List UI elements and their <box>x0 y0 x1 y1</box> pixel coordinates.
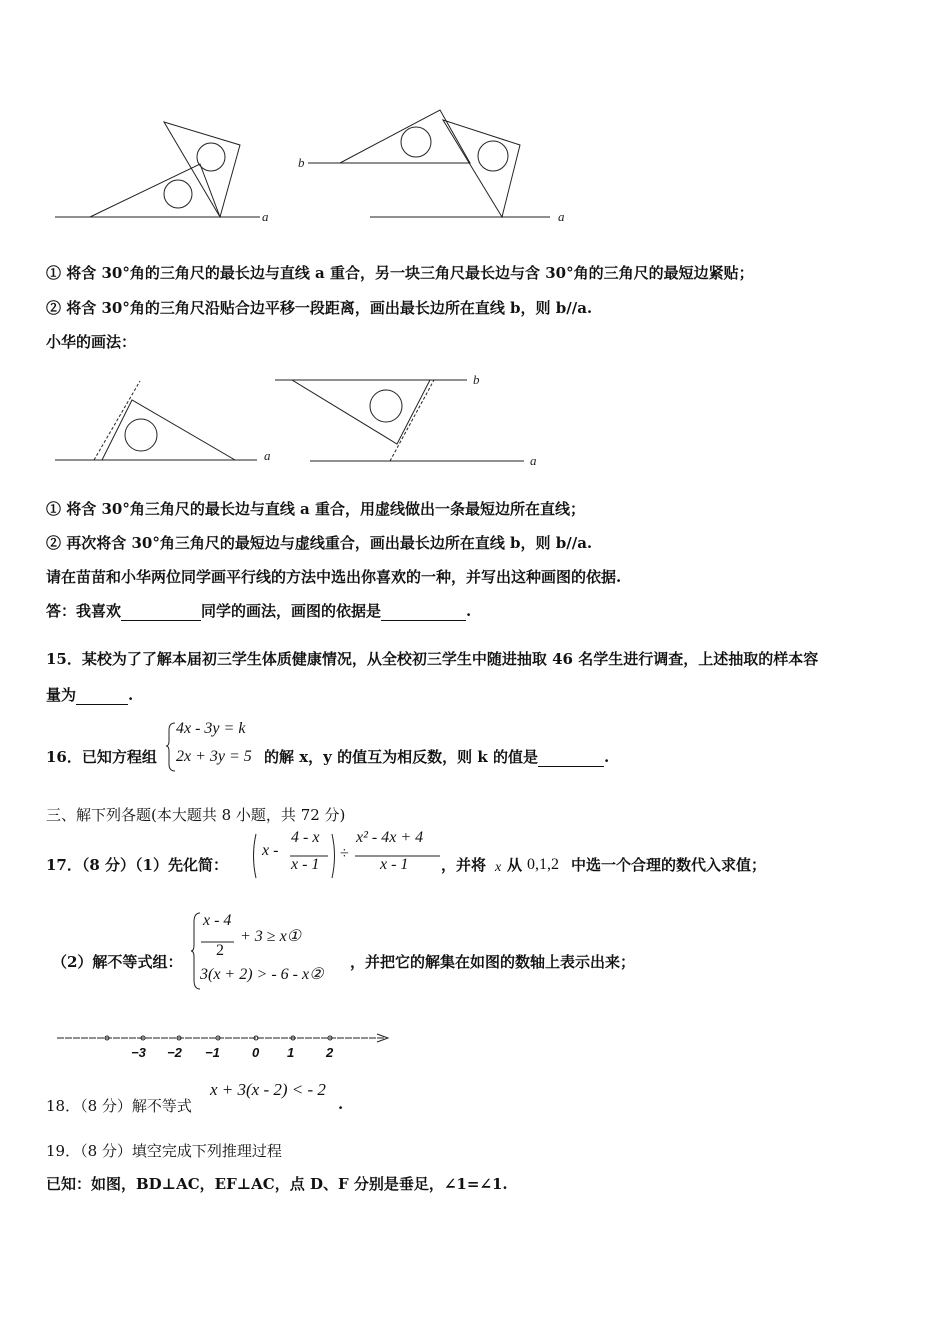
q17-frac2-num: x² - 4x + 4 <box>356 829 424 846</box>
tick-label: −3 <box>131 1045 146 1060</box>
q17-part2-prefix: （2）解不等式组： <box>52 953 183 971</box>
q16-suffix-line <box>264 746 609 767</box>
q17-var: x <box>495 860 502 875</box>
q16-prefix: 16．已知方程组 <box>46 748 157 766</box>
tick-label: 2 <box>326 1045 334 1060</box>
q17-mid: ，并将 <box>441 856 487 874</box>
miaomiao-step-2: ② 将含 30°角的三角尺沿贴合边平移一段距离，画出最长边所在直线 b，则 b//a. <box>46 299 593 317</box>
answer-line <box>46 600 471 621</box>
q17-frac1-num: 4 - x <box>291 829 320 846</box>
section-3-heading: 三、解下列各题(本大题共 8 小题，共 72 分) <box>46 806 346 824</box>
q18-prefix: 18．（8 分）解不等式 <box>46 1097 192 1115</box>
answer-middle: 同学的画法，画图的依据是 <box>201 602 382 620</box>
figure-miaomiao-right <box>295 105 585 230</box>
figure-miaomiao-left <box>50 115 290 230</box>
q17-from: 从 <box>507 856 523 874</box>
q16-eq2: 2x + 3y = 5 <box>176 748 252 765</box>
xiaohua-heading: 小华的画法： <box>46 333 137 351</box>
q15-blank[interactable] <box>76 686 128 705</box>
label-b: b <box>473 372 480 387</box>
q16-eq1: 4x - 3y = k <box>176 720 246 737</box>
label-a: a <box>262 209 269 224</box>
q17-prefix: 17．（8 分）（1）先化简： <box>46 856 228 874</box>
q19-title: 19．（8 分）填空完成下列推理过程 <box>46 1142 282 1160</box>
q18-expr: x + 3(x - 2) < - 2 <box>210 1080 326 1099</box>
q15-suffix: . <box>128 686 134 704</box>
q15-prefix: 量为 <box>46 686 77 704</box>
answer-blank-1[interactable] <box>121 602 201 621</box>
label-a: a <box>530 453 537 468</box>
q17-part2-suffix: ，并把它的解集在如图的数轴上表示出来； <box>350 953 636 971</box>
q17-ineq1-den: 2 <box>216 942 224 959</box>
q17-x-minus: x - <box>262 842 279 859</box>
answer-blank-2[interactable] <box>381 602 466 621</box>
label-a: a <box>558 209 565 224</box>
label-b: b <box>298 155 305 170</box>
q17-frac1-den: x - 1 <box>291 856 320 873</box>
q16-end: . <box>603 748 610 766</box>
q15-line-2 <box>46 684 133 705</box>
q16-blank[interactable] <box>538 748 604 767</box>
q18-suffix: . <box>338 1095 344 1113</box>
q17-ineq2: 3(x + 2) > - 6 - x② <box>200 966 324 983</box>
q19-given: 已知：如图，BD⊥AC，EF⊥AC，点 D、F 分别是垂足，∠1=∠1. <box>46 1175 508 1193</box>
tick-label: −1 <box>205 1045 220 1060</box>
figure-xiaohua-left <box>52 378 292 468</box>
answer-suffix: . <box>466 602 472 620</box>
q16-suffix: 的解 x，y 的值互为相反数，则 k 的值是 <box>264 748 538 766</box>
answer-prefix: 答：我喜欢 <box>46 602 122 620</box>
tick-label: 0 <box>252 1045 260 1060</box>
q17-div: ÷ <box>340 845 349 862</box>
number-line <box>55 1030 395 1070</box>
label-a: a <box>264 448 271 463</box>
xiaohua-step-1: ① 将含 30°角三角尺的最长边与直线 a 重合，用虚线做出一条最短边所在直线； <box>46 500 585 518</box>
q17-ineq1-num: x - 4 <box>203 912 232 929</box>
q17-set: 0,1,2 <box>527 856 559 873</box>
tick-label: 1 <box>287 1045 295 1060</box>
tick-label: −2 <box>167 1045 182 1060</box>
q17-ineq1-rest: + 3 ≥ x① <box>240 928 302 945</box>
q17-suffix: 中选一个合理的数代入求值； <box>571 856 767 874</box>
figure-xiaohua-right <box>272 372 552 472</box>
miaomiao-step-1: ① 将含 30°角的三角尺的最长边与直线 a 重合，另一块三角尺最长边与含 30°角的三角尺的最短边紧贴； <box>46 264 754 282</box>
q17-frac2-den: x - 1 <box>380 856 409 873</box>
xiaohua-step-2: ② 再次将含 30°角三角尺的最短边与虚线重合，画出最长边所在直线 b，则 b//a. <box>46 534 593 552</box>
q15-line-1: 15．某校为了了解本届初三学生体质健康情况，从全校初三学生中随进抽取 46 名学生进行调查，上述抽取的样本容 <box>46 650 819 668</box>
question-prompt: 请在苗苗和小华两位同学画平行线的方法中选出你喜欢的一种，并写出这种画图的依据. <box>46 568 622 586</box>
